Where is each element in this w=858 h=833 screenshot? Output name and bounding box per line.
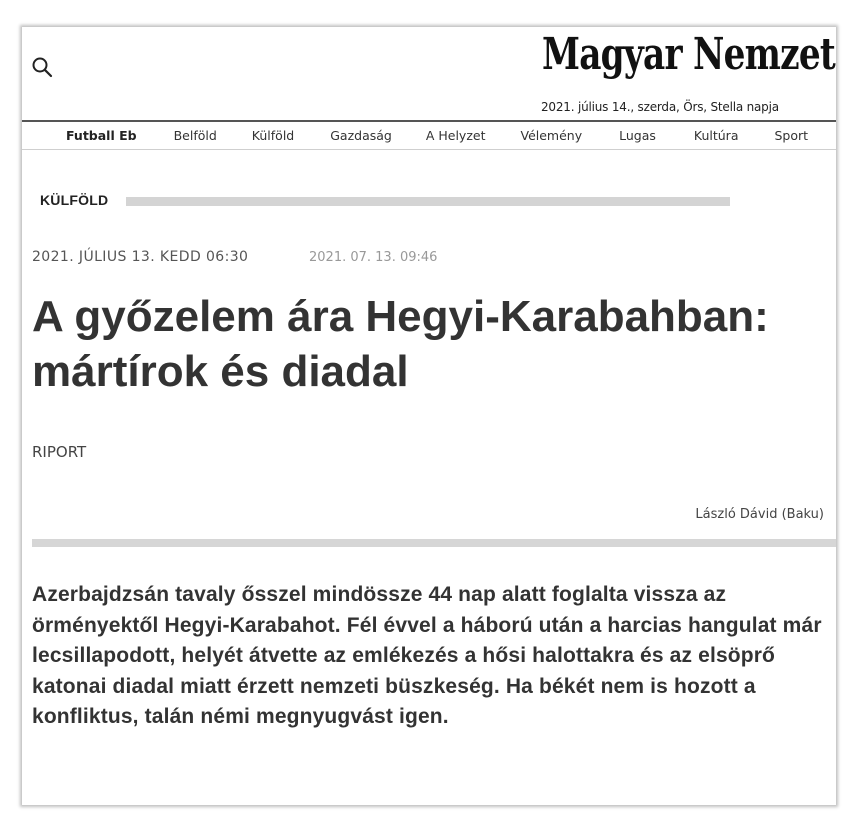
page-frame <box>22 27 836 805</box>
article-headline: A győzelem ára Hegyi-Karabahban: mártírok és diadal <box>32 292 769 396</box>
nav-item-kultura[interactable]: Kultúra <box>693 128 739 143</box>
section-header <box>40 192 740 212</box>
site-logo[interactable]: Magyar Nemzet <box>542 29 835 80</box>
nav-item-lugas[interactable]: Lugas <box>619 128 656 143</box>
publish-date: 2021. JÚLIUS 13. KEDD 06:30 <box>32 249 249 265</box>
main-nav <box>22 120 836 150</box>
updated-date: 2021. 07. 13. 09:46 <box>309 250 438 265</box>
nav-item-futball-eb[interactable]: Futball Eb <box>66 128 137 143</box>
nav-item-gazdasag[interactable]: Gazdaság <box>330 128 392 143</box>
nav-item-velemeny[interactable]: Vélemény <box>520 128 583 143</box>
section-divider <box>126 197 730 206</box>
nav-item-sport[interactable]: Sport <box>774 128 809 143</box>
article-divider <box>32 539 836 547</box>
article-author[interactable]: László Dávid (Baku) <box>695 507 824 522</box>
article-lead: Azerbajdzsán tavaly ősszel mindössze 44 nap alatt foglalta vissza az örményektől Hegyi-Karabahot. Fél évvel a háború után a harcias hangulat már lecsillapodott, helyét átvette az emlékezés a hősi halottakra és az elsöprő katonai diadal miatt érzett nemzeti büszkeség. Ha békét nem is hozott a konfliktus, talán némi megnyugvást igen. <box>32 583 822 728</box>
header-date: 2021. július 14., szerda, Örs, Stella napja <box>541 100 779 114</box>
section-label[interactable]: KÜLFÖLD <box>40 192 109 208</box>
nav-item-belfold[interactable]: Belföld <box>173 128 217 143</box>
nav-item-a-helyzet[interactable]: A Helyzet <box>425 128 486 143</box>
site-header <box>22 27 836 121</box>
nav-item-kulfold[interactable]: Külföld <box>251 128 295 143</box>
search-icon[interactable] <box>30 55 56 81</box>
article-kicker: RIPORT <box>32 443 87 461</box>
